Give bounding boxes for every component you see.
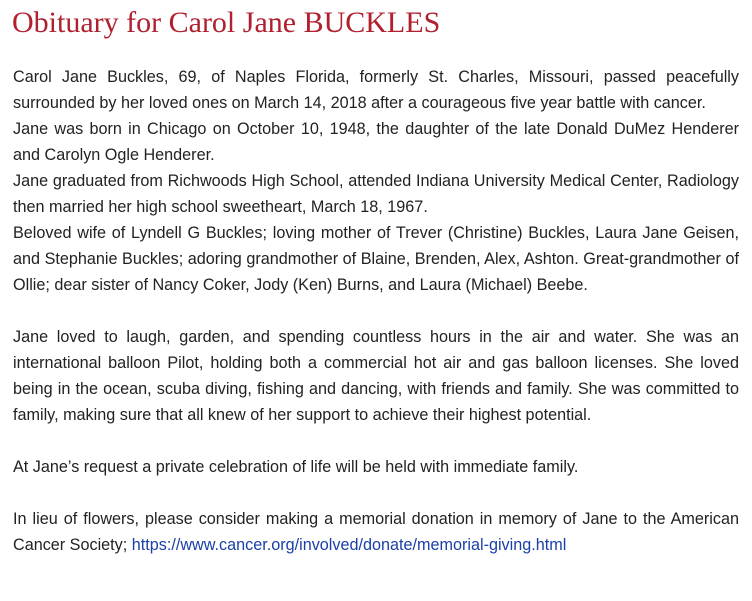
obituary-paragraph-life: Jane loved to laugh, garden, and spending countless hours in the air and water. She was an international balloon Pilot, holding both a commercial hot air and gas balloon licenses. She loved being in the ocean, scuba diving, fishing and dancing, with friends and family. She was committed to family, making sure that all knew of her support to achieve their highest potential. (13, 328, 739, 424)
obituary-paragraph-service: At Jane’s request a private celebration of life will be held with immediate family. (13, 458, 579, 476)
obituary-paragraph-birth: Jane was born in Chicago on October 10, 1948, the daughter of the late Donald DuMez Henderer and Carolyn Ogle Henderer. (13, 120, 739, 164)
obituary-body (13, 64, 739, 558)
obituary-paragraph-education: Jane graduated from Richwoods High School, attended Indiana University Medical Center, Radiology then married her high school sweetheart, March 18, 1967. (13, 172, 739, 216)
obituary-paragraph-donation (13, 506, 739, 558)
obituary-paragraph-family: Beloved wife of Lyndell G Buckles; loving mother of Trever (Christine) Buckles, Laura Jane Geisen, and Stephanie Buckles; adoring grandmother of Blaine, Brenden, Alex, Ashton. Great-grandmother of Ollie; dear sister of Nancy Coker, Jody (Ken) Burns, and Laura (Michael) Beebe. (13, 224, 739, 294)
donation-text: In lieu of flowers, please consider making a memorial donation in memory of Jane to the American Cancer Society; (13, 510, 739, 554)
donation-link[interactable]: https://www.cancer.org/involved/donate/memorial-giving.html (131, 536, 567, 554)
obituary-paragraph-intro: Carol Jane Buckles, 69, of Naples Florida, formerly St. Charles, Missouri, passed peacefully surrounded by her loved ones on March 14, 2018 after a courageous five year battle with cancer. (13, 68, 739, 112)
page-title: Obituary for Carol Jane BUCKLES (12, 6, 441, 39)
